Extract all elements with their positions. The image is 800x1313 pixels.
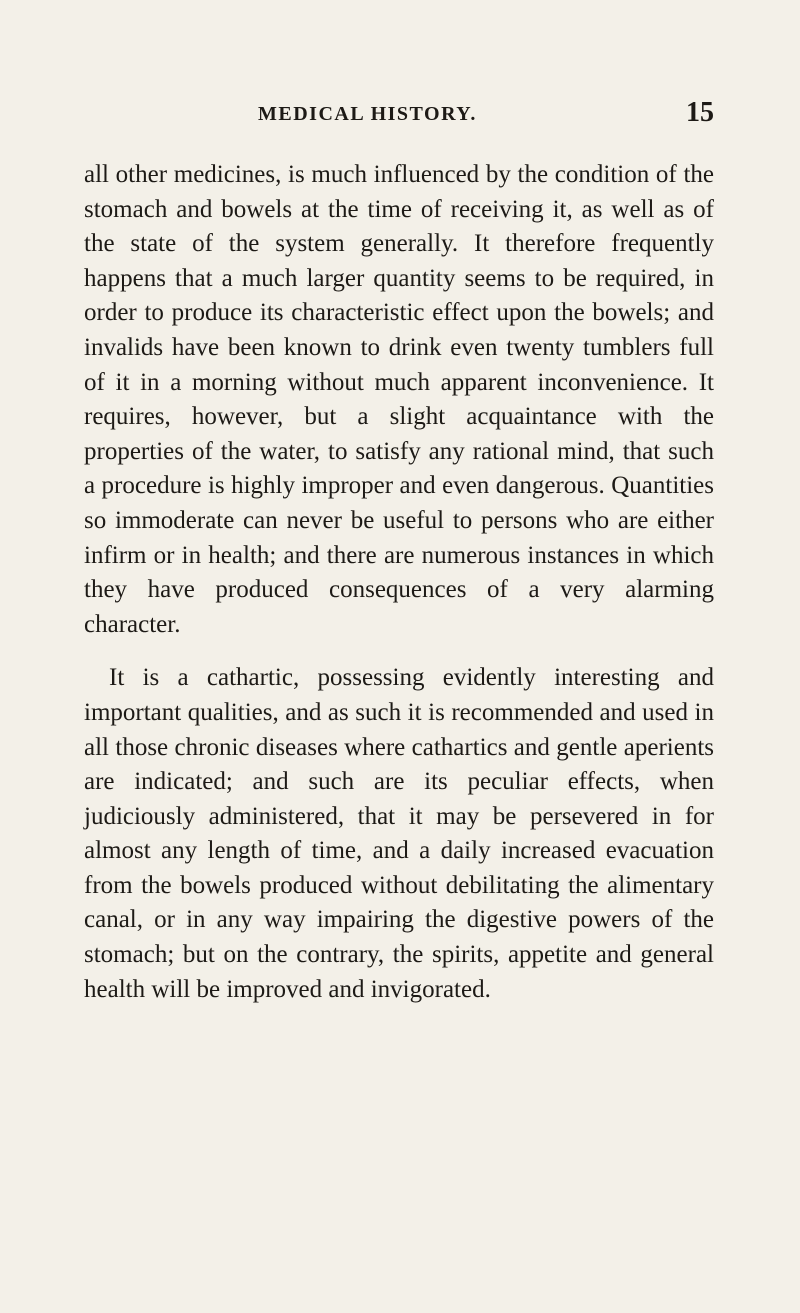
- paragraph: all other medicines, is much influenced by the condition of the stomach and bowels at the time of receiving it, as well as of the state of the system generally. It therefore frequently happens that a much larger quantity seems to be required, in order to produce its characteristic effect upon the bowels; and invalids have been known to drink even twenty tumblers full of it in a morning without much apparent inconvenience. It requires, however, but a slight acquaintance with the properties of the water, to satisfy any rational mind, that such a procedure is highly improper and even dangerous. Quantities so immoderate can never be useful to persons who are either infirm or in health; and there are numerous instances in which they have produced consequences of a very alarming character.: [84, 161, 714, 638]
- running-title: MEDICAL HISTORY.: [258, 103, 477, 125]
- paragraph: It is a cathartic, possessing evidently interesting and important qualities, and as such it is recommended and used in all those chronic diseases where cathartics and gentle aperients are indicated; and such are its peculiar effects, when judiciously administered, that it may be persevered in for almost any length of time, and a daily increased evacuation from the bowels produced without debilitating the alimentary canal, or in any way impairing the digestive powers of the stomach; but on the contrary, the spirits, appetite and general health will be improved and invigorated.: [84, 664, 714, 1003]
- page-number: 15: [686, 97, 714, 128]
- body-text: [84, 158, 714, 1007]
- running-head: [258, 97, 714, 143]
